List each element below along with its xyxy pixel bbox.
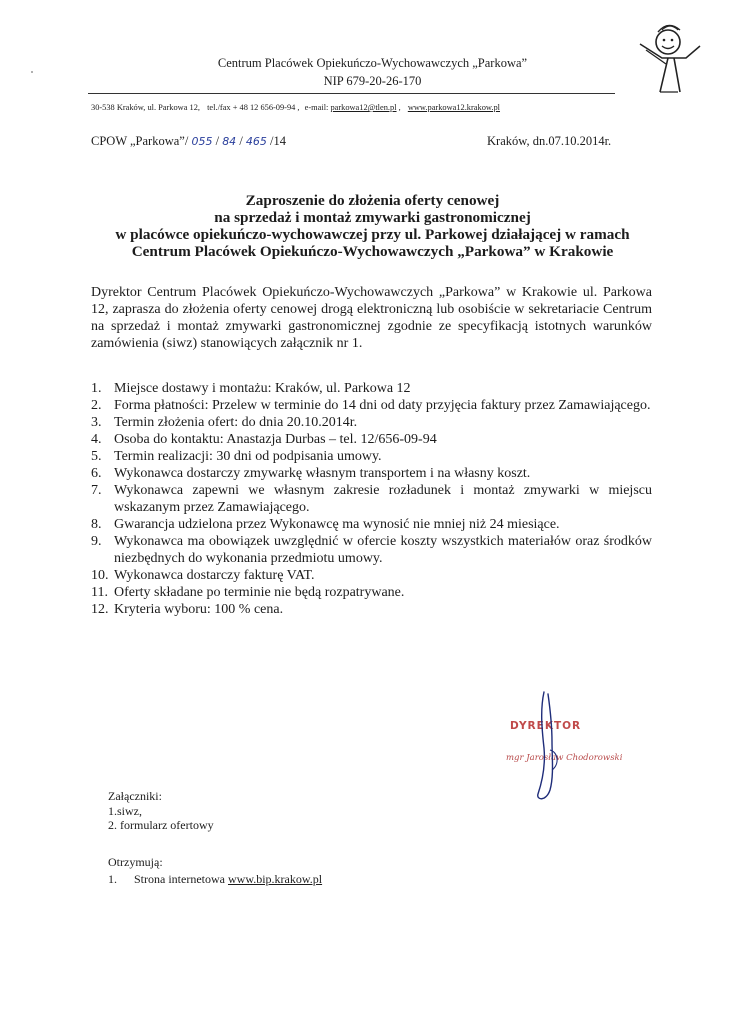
scan-speck: [31, 71, 33, 73]
item-number: 10.: [91, 568, 109, 583]
item-text: Forma płatności: Przelew w terminie do 14 dni od daty przyjęcia faktury przez Zamawiającego.: [114, 398, 651, 413]
handwritten-signature-icon: [500, 690, 640, 810]
title-line: na sprzedaż i montaż zmywarki gastronomicznej: [214, 209, 531, 226]
signature-block: [500, 690, 640, 810]
reference-number: [91, 134, 286, 149]
place-and-date: Kraków, dn.07.10.2014r.: [487, 134, 612, 148]
list-item: [91, 431, 652, 448]
reference-suffix: /14: [266, 134, 287, 148]
item-number: 11.: [91, 585, 108, 600]
recipient-text: Strona internetowa: [134, 872, 225, 886]
item-number: 6.: [91, 466, 102, 481]
recipient-item: [108, 872, 322, 887]
item-text: Termin złożenia ofert: do dnia 20.10.2014r.: [114, 415, 358, 430]
item-text: Miejsce dostawy i montażu: Kraków, ul. Parkowa 12: [114, 381, 411, 396]
reference-handwritten-1: 055: [191, 135, 213, 148]
list-item: [91, 482, 652, 516]
item-text: Wykonawca dostarczy fakturę VAT.: [114, 568, 315, 583]
conditions-list: [91, 380, 652, 618]
item-number: 4.: [91, 432, 102, 447]
stamp-name: mgr Jarosław Chodorowski: [506, 753, 623, 763]
recipient-link[interactable]: www.bip.krakow.pl: [227, 872, 323, 886]
item-text: Kryteria wyboru: 100 % cena.: [114, 602, 284, 617]
reference-slash-2: /: [236, 134, 246, 148]
website-link[interactable]: www.parkowa12.krakow.pl: [407, 103, 500, 112]
document-title: [90, 192, 655, 260]
recipients-label: Otrzymują:: [108, 855, 163, 869]
attachment-item: 1.siwz,: [108, 804, 142, 818]
title-line: Centrum Placówek Opiekuńczo-Wychowawczych „Parkowa” w Krakowie: [131, 243, 614, 260]
item-number: 7.: [91, 483, 102, 498]
reference-handwritten-3: 465: [245, 135, 267, 148]
title-line: Zaproszenie do złożenia oferty cenowej: [245, 192, 500, 209]
list-item: [91, 448, 652, 465]
item-text: Wykonawca dostarczy zmywarkę własnym transportem i na własny koszt.: [114, 466, 531, 481]
address-text: 30-538 Kraków, ul. Parkowa 12,: [91, 103, 201, 112]
email-link[interactable]: parkowa12@tlen.pl: [330, 103, 397, 112]
item-text: Termin realizacji: 30 dni od podpisania umowy.: [114, 449, 382, 464]
reference-slash-1: /: [212, 134, 223, 148]
letterhead-org-name: Centrum Placówek Opiekuńczo-Wychowawczych „Parkowa”: [217, 56, 528, 70]
item-number: 1.: [91, 381, 102, 396]
list-item: [91, 601, 652, 618]
attachment-item: 2. formularz ofertowy: [108, 818, 214, 832]
title-line: w placówce opiekuńczo-wychowawczej przy ul. Parkowej działającej w ramach: [115, 226, 630, 243]
list-item: [91, 397, 652, 414]
reference-prefix: CPOW „Parkowa”/: [91, 134, 189, 148]
letterhead-nip: NIP 679-20-26-170: [323, 74, 422, 88]
list-item: [91, 414, 652, 431]
item-number: 12.: [91, 602, 109, 617]
list-item: [91, 567, 652, 584]
item-number: 3.: [91, 415, 102, 430]
item-text: Wykonawca ma obowiązek uwzględnić w ofercie koszty wszystkich materiałów oraz środków niezbędnych do wykonania przedmiotu umowy.: [114, 534, 652, 566]
telfax-text: tel./fax + 48 12 656-09-94 ,: [207, 103, 300, 112]
attachments-label: Załączniki:: [108, 789, 162, 803]
letterhead-contact: [91, 103, 500, 112]
item-number: 2.: [91, 398, 102, 413]
list-item: [91, 533, 652, 567]
item-text: Wykonawca zapewni we własnym zakresie rozładunek i montaż zmywarki w miejscu wskazanym przez Zamawiającego.: [114, 483, 652, 515]
recipient-number: 1.: [108, 872, 117, 886]
item-number: 8.: [91, 517, 102, 532]
item-text: Osoba do kontaktu: Anastazja Durbas – tel. 12/656-09-94: [114, 432, 437, 447]
item-text: Gwarancja udzielona przez Wykonawcę ma wynosić nie mniej niż 24 miesiące.: [114, 517, 560, 532]
contact-separator: ,: [396, 103, 401, 112]
reference-handwritten-2: 84: [222, 135, 237, 148]
email-label: e-mail:: [304, 103, 329, 112]
item-number: 5.: [91, 449, 102, 464]
list-item: [91, 465, 652, 482]
letterhead-divider: [88, 93, 615, 94]
list-item: [91, 584, 652, 601]
intro-paragraph: Dyrektor Centrum Placówek Opiekuńczo-Wychowawczych „Parkowa” w Krakowie ul. Parkowa 12, zaprasza do złożenia oferty cenowej drogą elektroniczną lub osobiście w sekretariacie Centrum na sprzedaż i montaż zmywarki gastronomicznej zgodnie ze specyfikacją istotnych warunków zamówienia (siwz) stanowiących załącznik nr 1.: [91, 285, 652, 351]
list-item: [91, 516, 652, 533]
item-number: 9.: [91, 534, 102, 549]
list-item: [91, 380, 652, 397]
stamp-title: DYREKTOR: [510, 720, 582, 732]
item-text: Oferty składane po terminie nie będą rozpatrywane.: [114, 585, 405, 600]
